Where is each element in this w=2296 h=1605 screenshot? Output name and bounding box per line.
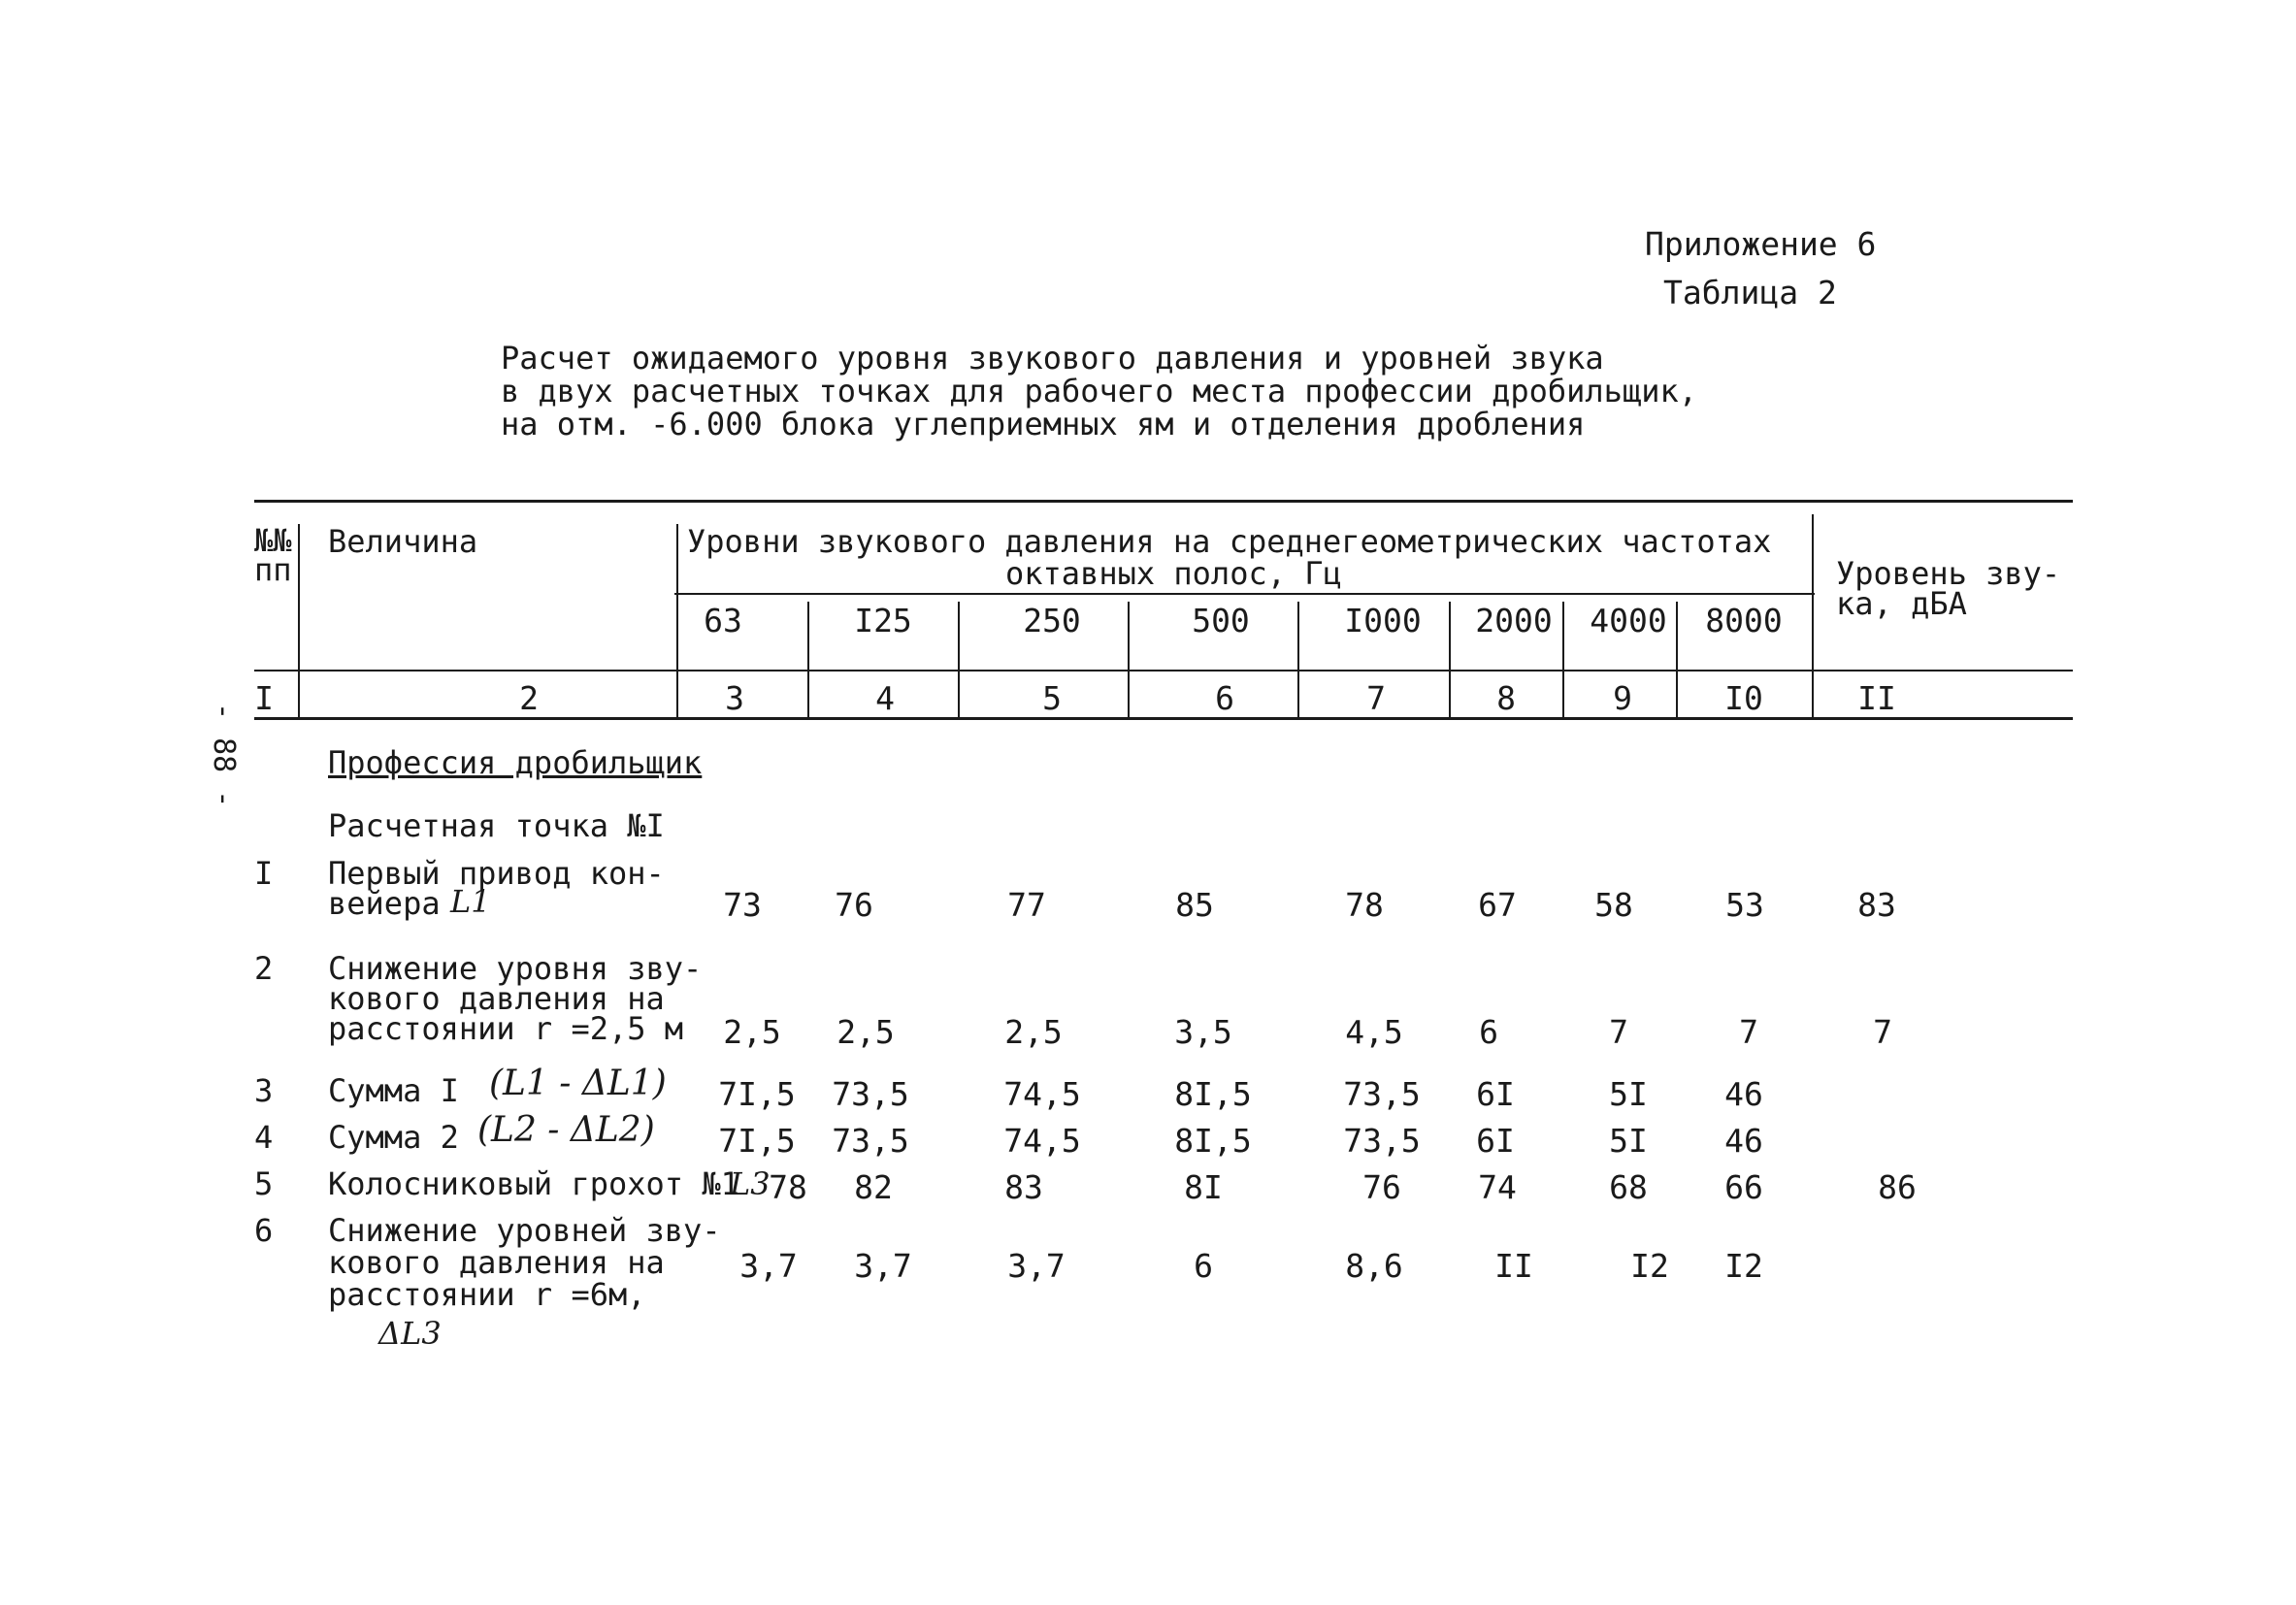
colnum-bottom-rule bbox=[254, 717, 2073, 720]
row-4-value-500: 8I,5 bbox=[1174, 1122, 1252, 1160]
header-quantity: Величина bbox=[328, 523, 478, 560]
header-level-line-2: ка, дБА bbox=[1836, 585, 1967, 622]
section-title: Профессия дробильщик bbox=[328, 744, 703, 781]
row-1-value-63: 73 bbox=[723, 886, 762, 924]
row-3-symbol: (L1 - ΔL1) bbox=[489, 1064, 667, 1103]
row-6-label-1: Снижение уровней зву- bbox=[328, 1212, 721, 1249]
row-6-symbol: ΔL3 bbox=[378, 1315, 442, 1352]
row-2-value-125: 2,5 bbox=[836, 1013, 895, 1051]
col-number-7: 7 bbox=[1366, 679, 1386, 717]
col-number-2: 2 bbox=[519, 679, 539, 717]
row-5-value-125: 82 bbox=[854, 1168, 893, 1206]
freq-2000: 2000 bbox=[1475, 602, 1553, 639]
col-sep-10 bbox=[1812, 514, 1814, 718]
row-6-label-2: кового давления на bbox=[328, 1244, 665, 1281]
col-number-8: 8 bbox=[1496, 679, 1516, 717]
row-3-value-8000: 46 bbox=[1724, 1075, 1763, 1113]
row-2-value-1000: 4,5 bbox=[1345, 1013, 1403, 1051]
row-2-label-1: Снижение уровня зву- bbox=[328, 950, 703, 987]
col-number-9: 9 bbox=[1613, 679, 1632, 717]
table-title-line-3: на отм. -6.000 блока углеприемных ям и отделения дробления bbox=[501, 406, 1586, 442]
row-3-value-2000: 6I bbox=[1476, 1075, 1515, 1113]
col-sep-1 bbox=[298, 524, 300, 718]
header-bottom-rule bbox=[254, 670, 2073, 671]
col-sep-5 bbox=[1128, 602, 1130, 718]
appendix-label: Приложение 6 bbox=[1645, 225, 1877, 263]
table-top-rule bbox=[254, 500, 2073, 503]
row-6-value-8000: I2 bbox=[1724, 1247, 1763, 1285]
page-number: - 88 - bbox=[207, 703, 241, 808]
row-5-value-2000: 74 bbox=[1478, 1168, 1517, 1206]
row-1-symbol: L1 bbox=[450, 883, 491, 920]
row-2-value-8000: 7 bbox=[1739, 1013, 1758, 1051]
col-number-5: 5 bbox=[1042, 679, 1062, 717]
row-3-label: Сумма I bbox=[328, 1072, 459, 1109]
row-6-value-250: 3,7 bbox=[1007, 1247, 1066, 1285]
table-title-line-2: в двух расчетных точках для рабочего места профессии дробильщик, bbox=[501, 373, 1697, 409]
row-2-value-4000: 7 bbox=[1609, 1013, 1628, 1051]
freq-63: 63 bbox=[704, 602, 742, 639]
row-1-label-1: Первый привод кон- bbox=[328, 855, 665, 892]
row-5-label: Колосниковый грохот №1 bbox=[328, 1165, 739, 1202]
row-6-value-500: 6 bbox=[1194, 1247, 1213, 1285]
row-4-value-8000: 46 bbox=[1724, 1122, 1763, 1160]
col-number-1: I bbox=[254, 679, 274, 717]
row-6-value-125: 3,7 bbox=[854, 1247, 912, 1285]
row-3-value-250: 74,5 bbox=[1003, 1075, 1081, 1113]
col-sep-4 bbox=[958, 602, 960, 718]
col-sep-3 bbox=[807, 602, 809, 718]
row-6-value-4000: I2 bbox=[1630, 1247, 1669, 1285]
row-6-value-1000: 8,6 bbox=[1345, 1247, 1403, 1285]
col-number-4: 4 bbox=[875, 679, 895, 717]
col-sep-6 bbox=[1297, 602, 1299, 718]
freq-125: I25 bbox=[854, 602, 912, 639]
row-4-symbol: (L2 - ΔL2) bbox=[477, 1110, 655, 1150]
row-3-value-1000: 73,5 bbox=[1343, 1075, 1421, 1113]
row-1-label-2: вейера bbox=[328, 885, 441, 922]
header-group-line-1: Уровни звукового давления на среднегеометрических частотах bbox=[687, 523, 1772, 560]
row-5-number: 5 bbox=[254, 1165, 274, 1202]
col-number-11: II bbox=[1857, 679, 1896, 717]
row-3-value-500: 8I,5 bbox=[1174, 1075, 1252, 1113]
row-2-level: 7 bbox=[1873, 1013, 1892, 1051]
row-6-value-2000: II bbox=[1494, 1247, 1533, 1285]
row-1-value-250: 77 bbox=[1007, 886, 1046, 924]
row-2-number: 2 bbox=[254, 950, 274, 987]
row-4-value-125: 73,5 bbox=[832, 1122, 909, 1160]
row-5-value-1000: 76 bbox=[1362, 1168, 1401, 1206]
col-sep-2 bbox=[676, 524, 678, 718]
col-sep-9 bbox=[1676, 602, 1678, 718]
group-header-rule bbox=[674, 593, 1815, 595]
col-number-6: 6 bbox=[1215, 679, 1234, 717]
subsection-title: Расчетная точка №I bbox=[328, 807, 665, 844]
row-4-value-4000: 5I bbox=[1609, 1122, 1648, 1160]
row-4-value-63: 7I,5 bbox=[718, 1122, 796, 1160]
row-3-value-4000: 5I bbox=[1609, 1075, 1648, 1113]
row-1-value-2000: 67 bbox=[1478, 886, 1517, 924]
table-number: Таблица 2 bbox=[1663, 274, 1837, 311]
row-1-value-125: 76 bbox=[835, 886, 873, 924]
row-6-label-3: расстоянии r =6м, bbox=[328, 1276, 646, 1313]
row-6-number: 6 bbox=[254, 1212, 274, 1249]
row-1-value-4000: 58 bbox=[1594, 886, 1633, 924]
row-4-value-1000: 73,5 bbox=[1343, 1122, 1421, 1160]
col-number-10: I0 bbox=[1724, 679, 1763, 717]
row-5-symbol: L3 bbox=[730, 1165, 771, 1202]
row-5-value-8000: 66 bbox=[1724, 1168, 1763, 1206]
row-2-value-63: 2,5 bbox=[723, 1013, 781, 1051]
row-1-number: I bbox=[254, 855, 274, 892]
row-1-value-8000: 53 bbox=[1725, 886, 1764, 924]
row-3-number: 3 bbox=[254, 1072, 274, 1109]
row-4-value-2000: 6I bbox=[1476, 1122, 1515, 1160]
header-number-column: №№ пп bbox=[254, 522, 292, 588]
freq-4000: 4000 bbox=[1590, 602, 1667, 639]
row-5-value-4000: 68 bbox=[1609, 1168, 1648, 1206]
freq-250: 250 bbox=[1023, 602, 1081, 639]
row-3-value-125: 73,5 bbox=[832, 1075, 909, 1113]
freq-8000: 8000 bbox=[1705, 602, 1783, 639]
row-5-level: 86 bbox=[1878, 1168, 1917, 1206]
row-1-value-500: 85 bbox=[1175, 886, 1214, 924]
row-4-number: 4 bbox=[254, 1119, 274, 1156]
col-sep-8 bbox=[1562, 602, 1564, 718]
row-6-value-63: 3,7 bbox=[739, 1247, 798, 1285]
row-1-value-1000: 78 bbox=[1345, 886, 1384, 924]
freq-500: 500 bbox=[1192, 602, 1250, 639]
col-sep-7 bbox=[1449, 602, 1451, 718]
freq-1000: I000 bbox=[1344, 602, 1422, 639]
row-4-label: Сумма 2 bbox=[328, 1119, 459, 1156]
row-5-value-250: 83 bbox=[1004, 1168, 1043, 1206]
row-2-value-2000: 6 bbox=[1479, 1013, 1498, 1051]
row-2-label-3: расстоянии r =2,5 м bbox=[328, 1010, 684, 1047]
row-4-value-250: 74,5 bbox=[1003, 1122, 1081, 1160]
row-2-value-500: 3,5 bbox=[1174, 1013, 1232, 1051]
header-group-line-2: октавных полос, Гц bbox=[1005, 555, 1342, 592]
row-1-level: 83 bbox=[1857, 886, 1896, 924]
row-5-value-63: 78 bbox=[769, 1168, 807, 1206]
row-5-value-500: 8I bbox=[1184, 1168, 1223, 1206]
header-level-line-1: Уровень зву- bbox=[1836, 555, 2061, 592]
row-2-label-2: кового давления на bbox=[328, 980, 665, 1017]
row-3-value-63: 7I,5 bbox=[718, 1075, 796, 1113]
col-number-3: 3 bbox=[725, 679, 744, 717]
table-title-line-1: Расчет ожидаемого уровня звукового давления и уровней звука bbox=[501, 340, 1604, 377]
row-2-value-250: 2,5 bbox=[1004, 1013, 1063, 1051]
